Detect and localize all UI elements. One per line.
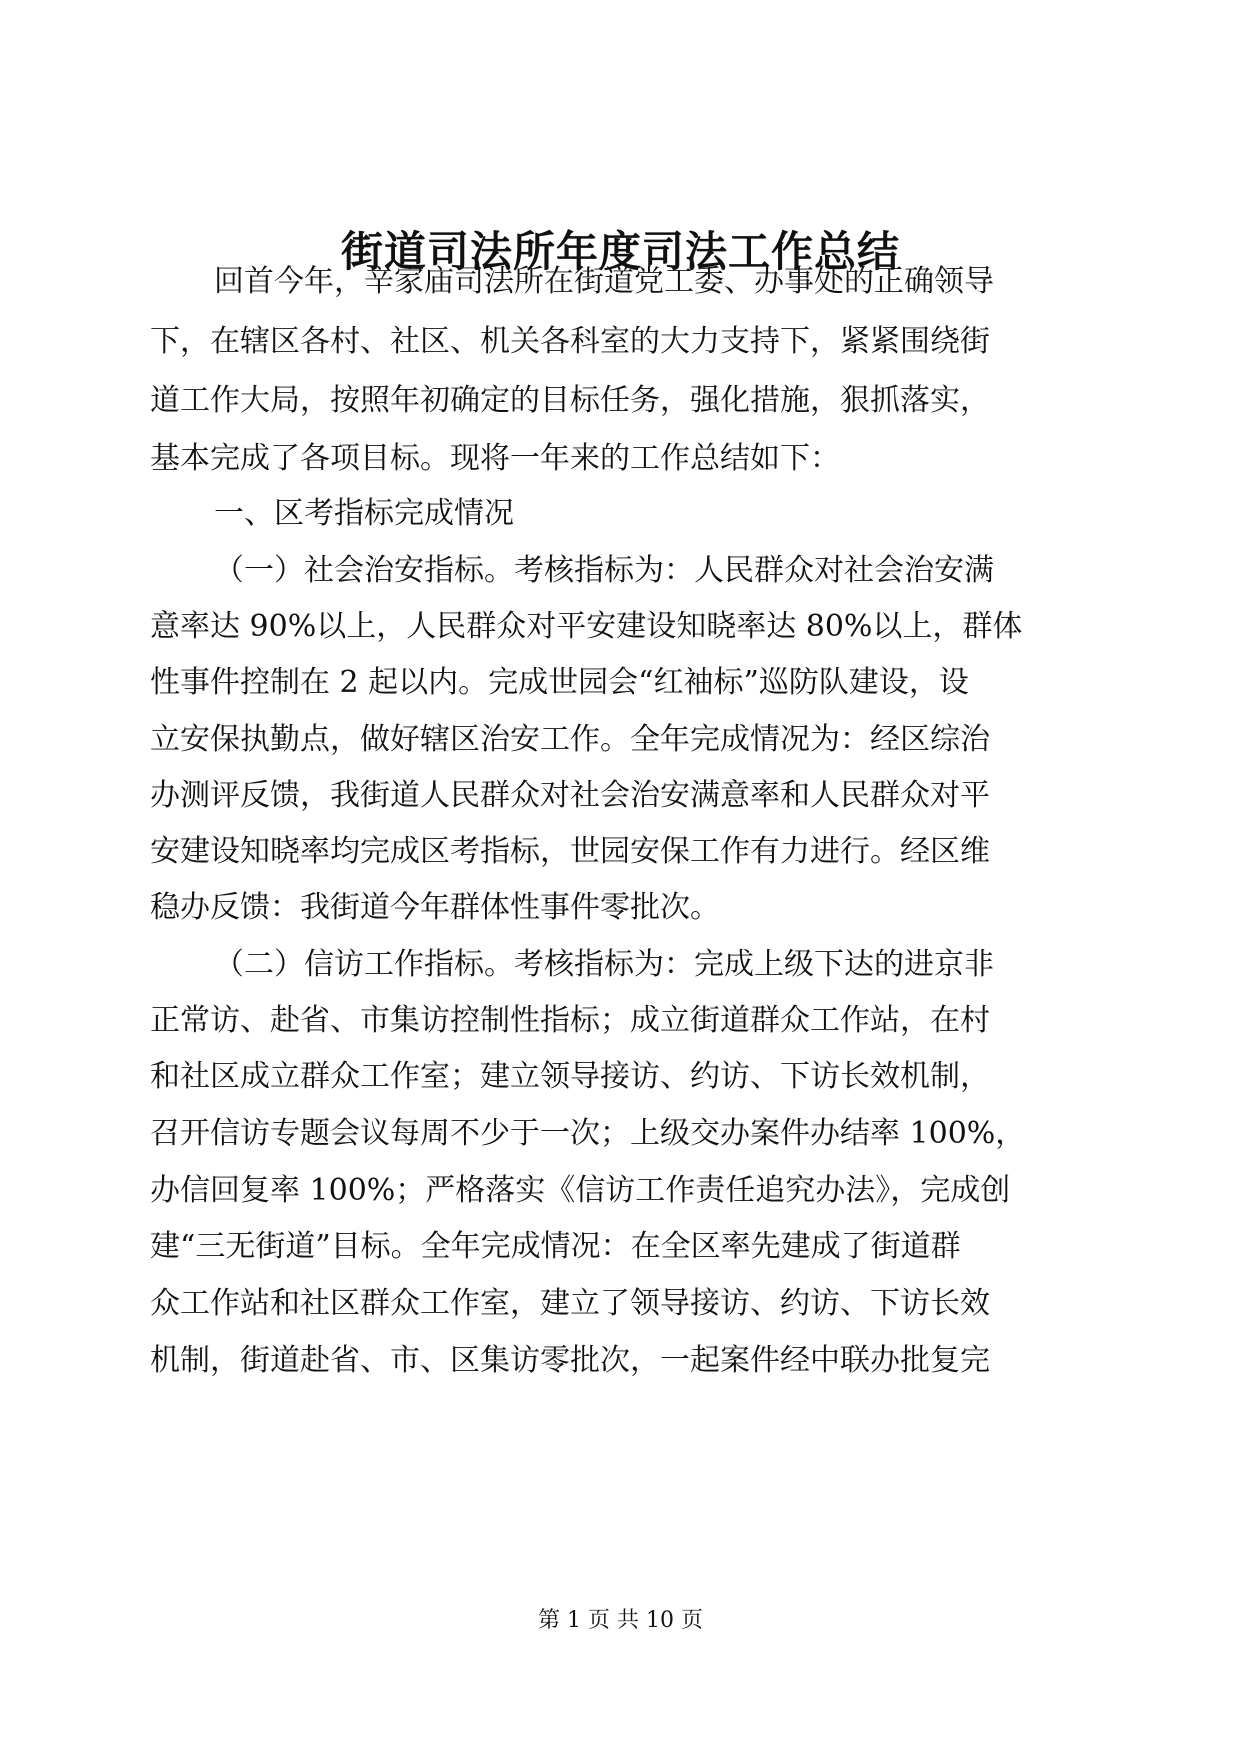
text-line: 正常访、赴省、市集访控制性指标；成立街道群众工作站，在村 [150, 1003, 990, 1038]
text-line: 机制，街道赴省、市、区集访零批次，一起案件经中联办批复完 [150, 1343, 990, 1378]
text-line: 建“三无街道”目标。全年完成情况：在全区率先建成了街道群 [150, 1229, 961, 1264]
text-line: 办测评反馈，我街道人民群众对社会治安满意率和人民群众对平 [150, 778, 990, 813]
text-line: 回首今年，辛家庙司法所在街道党工委、办事处的正确领导 [214, 264, 994, 299]
text-line: 稳办反馈：我街道今年群体性事件零批次。 [150, 890, 720, 925]
text-line: （二）信访工作指标。考核指标为：完成上级下达的进京非 [214, 947, 994, 982]
text-line: 召开信访专题会议每周不少于一次；上级交办案件办结率 100%， [150, 1116, 1026, 1151]
section-heading: 一、区考指标完成情况 [214, 496, 514, 531]
text-line: 基本完成了各项目标。现将一年来的工作总结如下： [150, 441, 840, 476]
text-line: 众工作站和社区群众工作室，建立了领导接访、约访、下访长效 [150, 1286, 990, 1321]
text-line: 办信回复率 100%；严格落实《信访工作责任追究办法》，完成创 [150, 1173, 1011, 1208]
text-line: 安建设知晓率均完成区考指标，世园安保工作有力进行。经区维 [150, 834, 990, 869]
text-line: 和社区成立群众工作室；建立领导接访、约访、下访长效机制， [150, 1059, 990, 1094]
page-footer: 第 1 页 共 10 页 [538, 1608, 703, 1633]
document-title: 街道司法所年度司法工作总结 [340, 227, 900, 276]
text-line: （一）社会治安指标。考核指标为：人民群众对社会治安满 [214, 553, 994, 588]
text-line: 立安保执勤点，做好辖区治安工作。全年完成情况为：经区综治 [150, 722, 990, 757]
text-line: 意率达 90%以上，人民群众对平安建设知晓率达 80%以上，群体 [150, 609, 1023, 644]
text-line: 性事件控制在 2 起以内。完成世园会“红袖标”巡防队建设，设 [150, 665, 969, 700]
text-line: 道工作大局，按照年初确定的目标任务，强化措施，狠抓落实， [150, 383, 990, 418]
text-line: 下，在辖区各村、社区、机关各科室的大力支持下，紧紧围绕街 [150, 324, 990, 359]
